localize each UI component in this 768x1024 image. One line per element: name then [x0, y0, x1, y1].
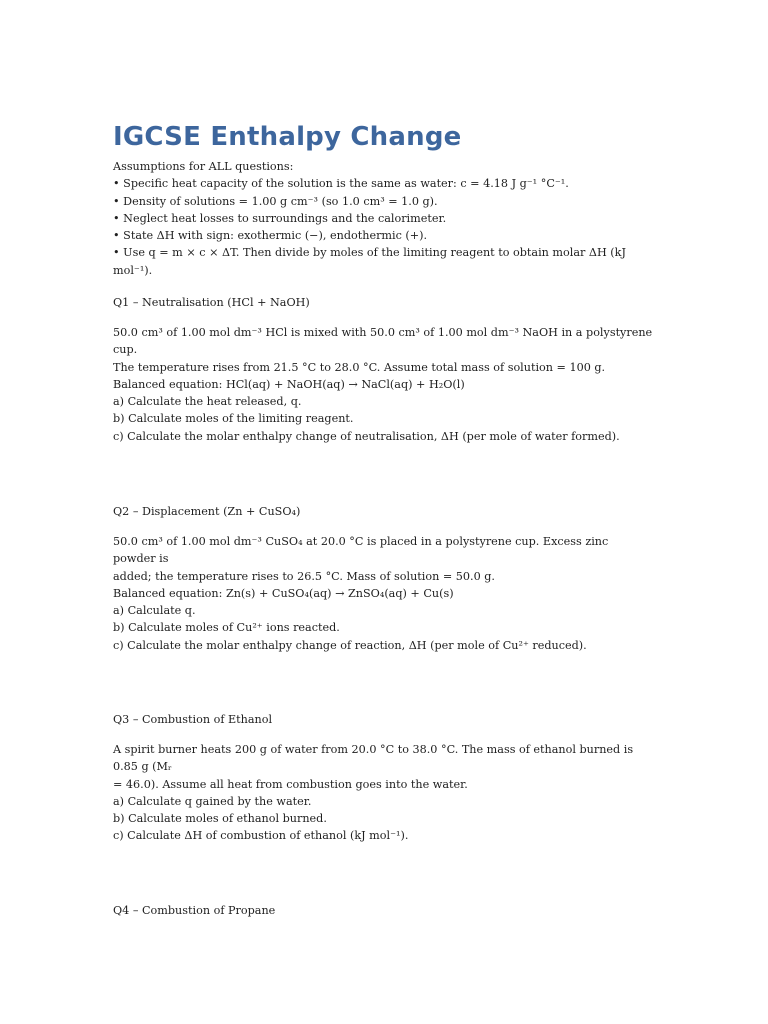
q1-line: 50.0 cm³ of 1.00 mol dm⁻³ HCl is mixed with 50.0 cm³ of 1.00 mol dm⁻³ NaOH in a polystyrene cup.	[113, 326, 656, 357]
q2-equation: Balanced equation: Zn(s) + CuSO₄(aq) → ZnSO₄(aq) + Cu(s)	[113, 586, 454, 600]
q2-line: 50.0 cm³ of 1.00 mol dm⁻³ CuSO₄ at 20.0 °C is placed in a polystyrene cup. Excess zinc powder is	[113, 535, 612, 566]
q2-part-b: b) Calculate moles of Cu²⁺ ions reacted.	[113, 621, 340, 635]
q1-part-a: a) Calculate the heat released, q.	[113, 395, 302, 409]
q3-body	[113, 741, 653, 845]
q1-heading: Q1 – Neutralisation (HCl + NaOH)	[113, 296, 310, 309]
q2-part-a: a) Calculate q.	[113, 604, 196, 618]
q2-heading: Q2 – Displacement (Zn + CuSO₄)	[113, 505, 301, 518]
q1-equation: Balanced equation: HCl(aq) + NaOH(aq) → NaCl(aq) + H₂O(l)	[113, 377, 465, 391]
assumption-item: • Use q = m × c × ΔT. Then divide by moles of the limiting reagent to obtain molar ΔH (kJ mol⁻¹).	[113, 246, 630, 277]
q2-part-c: c) Calculate the molar enthalpy change of reaction, ΔH (per mole of Cu²⁺ reduced).	[113, 638, 587, 652]
q3-line: A spirit burner heats 200 g of water from 20.0 °C to 38.0 °C. The mass of ethanol burned is 0.85 g (Mᵣ	[113, 743, 637, 774]
q3-part-b: b) Calculate moles of ethanol burned.	[113, 812, 327, 826]
assumption-item: • Density of solutions = 1.00 g cm⁻³ (so 1.0 cm³ = 1.0 g).	[113, 194, 438, 208]
assumption-item: • State ΔH with sign: exothermic (−), endothermic (+).	[113, 229, 428, 243]
q2-body	[113, 533, 653, 654]
q2-line: added; the temperature rises to 26.5 °C. Mass of solution = 50.0 g.	[113, 569, 495, 583]
assumptions-block	[113, 158, 653, 279]
document-title: IGCSE Enthalpy Change	[113, 122, 462, 152]
q1-part-b: b) Calculate moles of the limiting reagent.	[113, 412, 354, 426]
assumption-item: • Neglect heat losses to surroundings and the calorimeter.	[113, 211, 447, 225]
q3-heading: Q3 – Combustion of Ethanol	[113, 713, 273, 726]
q3-part-a: a) Calculate q gained by the water.	[113, 794, 312, 808]
q4-heading: Q4 – Combustion of Propane	[113, 904, 276, 917]
q3-part-c: c) Calculate ΔH of combustion of ethanol (kJ mol⁻¹).	[113, 829, 409, 843]
assumptions-heading: Assumptions for ALL questions:	[113, 160, 294, 173]
assumption-item: • Specific heat capacity of the solution is the same as water: c = 4.18 J g⁻¹ °C⁻¹.	[113, 177, 569, 191]
q1-part-c: c) Calculate the molar enthalpy change of neutralisation, ΔH (per mole of water formed).	[113, 429, 620, 443]
q3-line: = 46.0). Assume all heat from combustion goes into the water.	[113, 777, 468, 791]
q1-line: The temperature rises from 21.5 °C to 28.0 °C. Assume total mass of solution = 100 g.	[113, 360, 606, 374]
q1-body	[113, 324, 656, 445]
